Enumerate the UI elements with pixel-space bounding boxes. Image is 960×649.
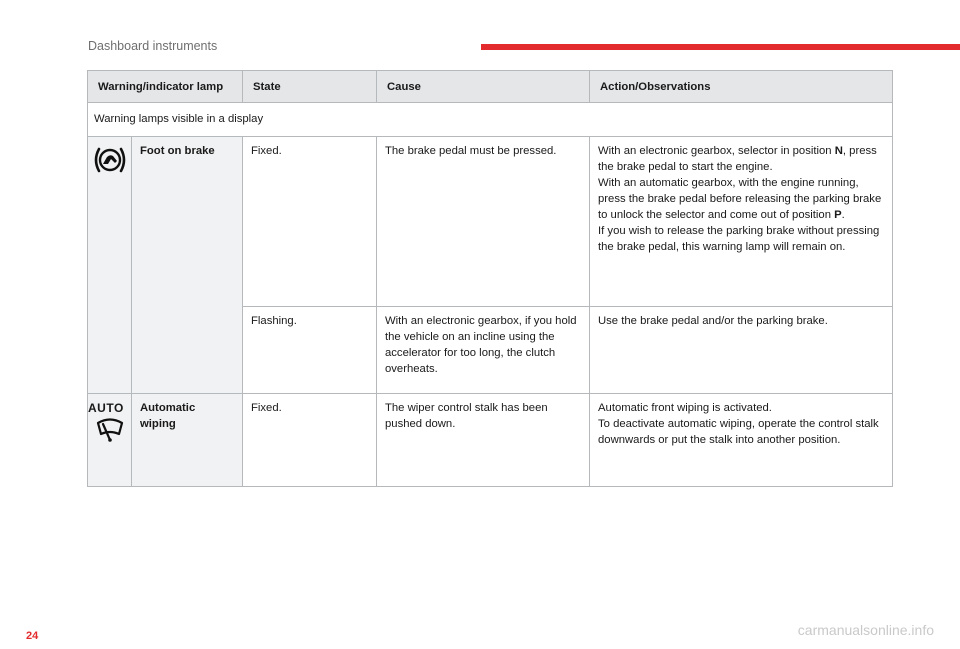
action-cell <box>590 394 893 487</box>
lamp-name-foot-on-brake: Foot on brake <box>132 137 243 394</box>
action-paragraph: Automatic front wiping is activated. <box>598 402 772 414</box>
table-row <box>88 137 893 307</box>
col-header-cause: Cause <box>377 71 590 103</box>
col-header-action: Action/Observations <box>590 71 893 103</box>
action-text: . <box>841 209 845 221</box>
section-title: Dashboard instruments <box>88 39 218 53</box>
state-cell: Fixed. <box>243 394 377 487</box>
foot-on-brake-icon-cell <box>88 137 132 394</box>
action-paragraph: If you wish to release the parking brake without pressing the brake pedal, this warning lamp will remain on. <box>598 225 880 253</box>
action-text: With an electronic gearbox, selector in position <box>598 145 835 157</box>
cause-cell: With an electronic gearbox, if you hold the vehicle on an incline using the accelerator for too long, the clutch overheats. <box>377 307 590 394</box>
automatic-wiping-icon-cell <box>88 394 132 487</box>
col-header-lamp: Warning/indicator lamp <box>88 71 243 103</box>
action-text: With an automatic gearbox, with the engine running, press the brake pedal before releasing the parking brake to unlock the selector and come out of position <box>598 177 882 221</box>
lamp-name-automatic-wiping: Automatic wiping <box>132 394 243 487</box>
action-paragraph: To deactivate automatic wiping, operate the control stalk downwards or put the stalk into another position. <box>598 418 879 446</box>
table-header-row <box>88 71 893 103</box>
action-paragraph <box>598 175 884 223</box>
state-cell: Fixed. <box>243 137 377 307</box>
action-text: , press the brake pedal to start the engine. <box>598 145 877 173</box>
section-accent-bar <box>481 44 960 50</box>
auto-icon-label: AUTO <box>88 401 124 415</box>
table-subheading: Warning lamps visible in a display <box>88 103 893 137</box>
action-cell: Use the brake pedal and/or the parking brake. <box>590 307 893 394</box>
table-row <box>88 394 893 487</box>
warning-lamps-table <box>87 70 893 487</box>
action-cell <box>590 137 893 307</box>
cause-cell: The brake pedal must be pressed. <box>377 137 590 307</box>
wiper-icon <box>95 417 125 443</box>
cause-cell: The wiper control stalk has been pushed down. <box>377 394 590 487</box>
page-number: 24 <box>26 630 39 642</box>
action-paragraph <box>598 143 884 175</box>
foot-on-brake-icon <box>92 145 128 175</box>
table-subheading-row <box>88 103 893 137</box>
col-header-state: State <box>243 71 377 103</box>
gear-position-p: P <box>834 209 842 221</box>
watermark: carmanualsonline.info <box>797 622 934 638</box>
state-cell: Flashing. <box>243 307 377 394</box>
gear-position-n: N <box>834 145 843 157</box>
